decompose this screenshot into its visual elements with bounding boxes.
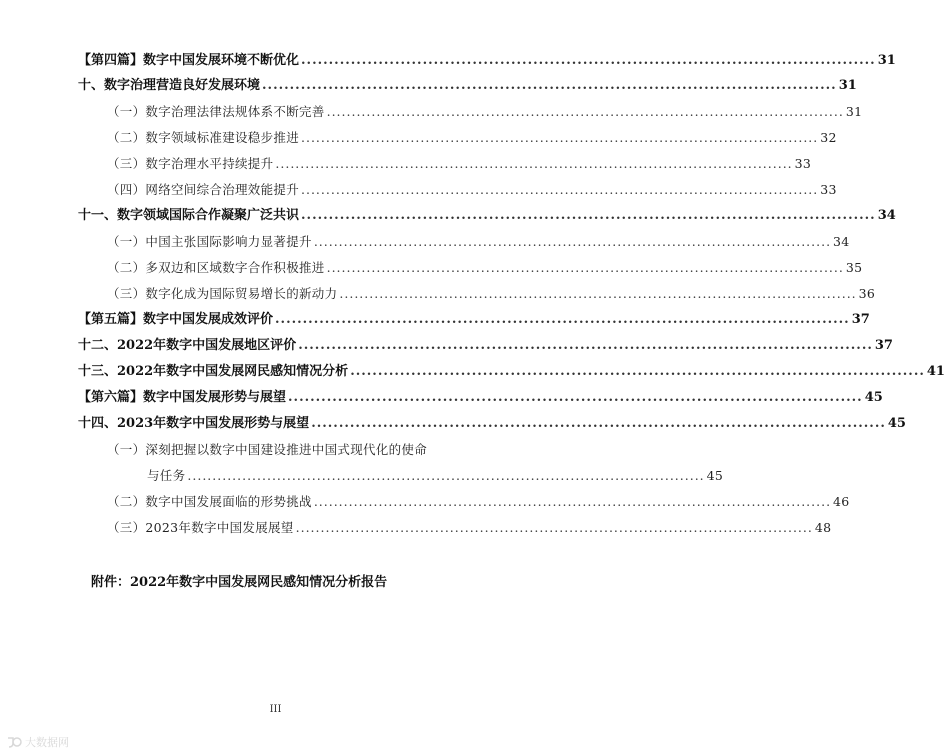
toc-entry[interactable]: （三）数字治理水平持续提升 ........................................................................................................ 33 [107,156,812,171]
toc-entry[interactable]: （三）数字化成为国际贸易增长的新动力 ........................................................................................................ 36 [107,286,876,301]
toc-entry[interactable]: （二）数字中国发展面临的形势挑战 ........................................................................................................ 46 [107,494,850,509]
toc-entry[interactable]: 【第五篇】数字中国发展成效评价 ........................................................................................................ 37 [78,312,870,327]
watermark-text: 大数据网 [25,736,69,749]
toc-entry[interactable]: 十一、数字领域国际合作凝聚广泛共识 ........................................................................................................ 34 [78,208,896,223]
toc-entry-line-1[interactable]: （一）深刻把握以数字中国建设推进中国式现代化的使命 [107,442,428,457]
page-number: III [269,704,282,715]
toc-entry[interactable]: 十四、2023年数字中国发展形势与展望 ........................................................................................................ 45 [78,416,906,431]
toc-entry[interactable]: （二）数字领域标准建设稳步推进 ........................................................................................................ 32 [107,130,837,145]
watermark-logo-icon [6,735,22,749]
toc-entry[interactable]: 十三、2022年数字中国发展网民感知情况分析 ........................................................................................................ 41 [78,364,945,379]
toc-entry[interactable]: （二）多双边和区域数字合作积极推进 ........................................................................................................ 35 [107,260,863,275]
toc-entry[interactable]: 十、数字治理营造良好发展环境 ........................................................................................................ 31 [78,78,857,93]
watermark [6,734,69,750]
toc-entry[interactable]: （三）2023年数字中国发展展望 ........................................................................................................ 48 [107,520,832,535]
toc-entry[interactable]: 十二、2022年数字中国发展地区评价 ........................................................................................................ 37 [78,338,893,353]
toc-entry[interactable]: 【第四篇】数字中国发展环境不断优化 ........................................................................................................ 31 [78,53,896,68]
toc-entry[interactable]: 【第六篇】数字中国发展形势与展望 ........................................................................................................ 45 [78,390,883,405]
toc-entry[interactable]: 与任务 ........................................................................................................ 45 [147,468,724,483]
toc-entry[interactable]: （四）网络空间综合治理效能提升 ........................................................................................................ 33 [107,182,837,197]
toc-entry[interactable]: （一）中国主张国际影响力显著提升 ........................................................................................................ 34 [107,234,850,249]
toc-entry[interactable]: （一）数字治理法律法规体系不断完善 ........................................................................................................ 31 [107,104,863,119]
appendix-title: 附件：2022年数字中国发展网民感知情况分析报告 [91,575,388,590]
